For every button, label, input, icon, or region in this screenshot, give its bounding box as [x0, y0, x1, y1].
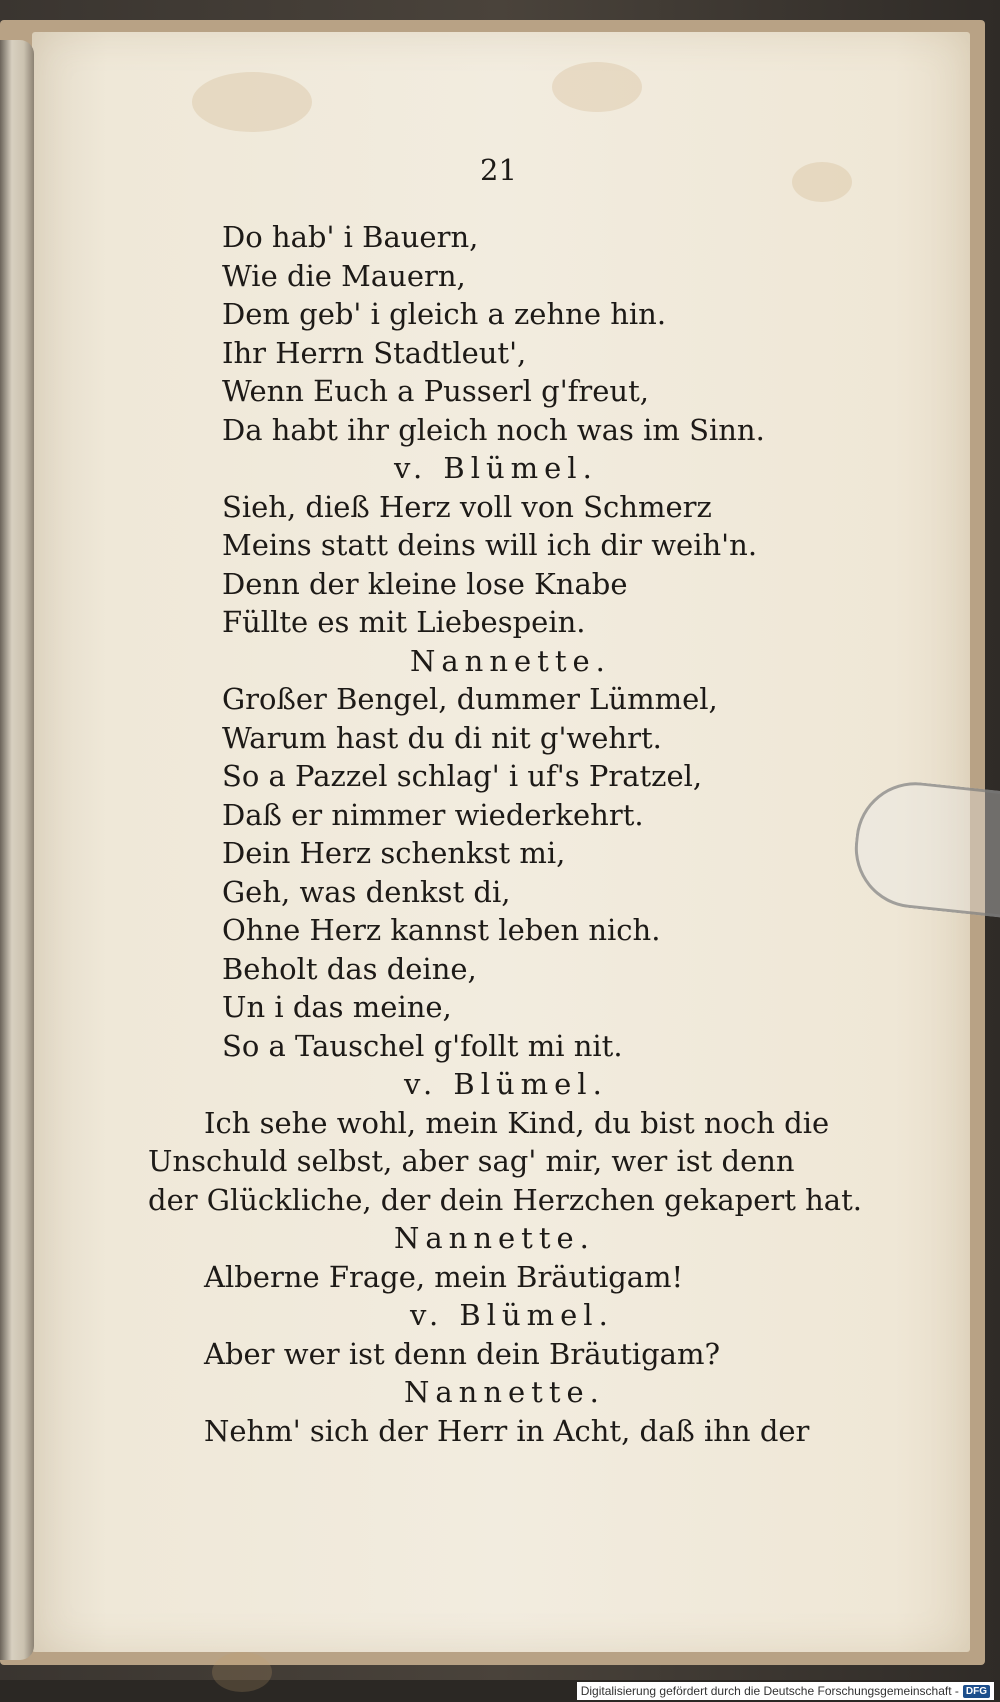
verse-line: Dein Herz schenkst mi, — [222, 836, 566, 870]
verse-line: Füllte es mit Liebespein. — [222, 605, 586, 639]
paper-stain — [192, 72, 312, 132]
speaker-name: Nannette. — [404, 1375, 605, 1409]
prose-line: Unschuld selbst, aber sag' mir, wer ist denn — [148, 1144, 795, 1178]
dfg-logo: DFG — [963, 1685, 990, 1698]
page-text — [148, 150, 908, 1450]
speaker-name: v. Blümel. — [404, 1067, 608, 1101]
paper-stain — [212, 1652, 272, 1692]
verse-line: So a Tauschel g'follt mi nit. — [222, 1028, 623, 1063]
verse-line: Un i das meine, — [222, 990, 452, 1024]
verse-line: Dem geb' i gleich a zehne hin. — [222, 297, 667, 331]
verse-line: Sieh, dieß Herz voll von Schmerz — [222, 489, 712, 524]
digitization-credit — [577, 1682, 994, 1700]
speaker-name: v. Blümel. — [410, 1298, 614, 1332]
verse-line: Wie die Mauern, — [222, 258, 466, 293]
speaker-name: v. Blümel. — [394, 451, 598, 485]
verse-line: Da habt ihr gleich noch was im Sinn. — [222, 412, 765, 447]
paper-stain — [552, 62, 642, 112]
prose-line: Nehm' sich der Herr in Acht, daß ihn der — [204, 1413, 810, 1448]
prose-line: Aber wer ist denn dein Bräutigam? — [204, 1336, 721, 1371]
verse-line: Do hab' i Bauern, — [222, 220, 479, 254]
prose-line: Ich sehe wohl, mein Kind, du bist noch die — [204, 1105, 830, 1140]
prose-line: der Glückliche, der dein Herzchen gekapert hat. — [148, 1182, 862, 1217]
verse-line: Beholt das deine, — [222, 951, 477, 986]
verse-line: Denn der kleine lose Knabe — [222, 566, 628, 601]
page-number: 21 — [480, 153, 517, 187]
verse-line: Meins statt deins will ich dir weih'n. — [222, 528, 758, 562]
credit-text: Digitalisierung gefördert durch die Deutsche Forschungsgemeinschaft - — [580, 1684, 959, 1698]
verse-line: Wenn Euch a Pusserl g'freut, — [222, 374, 649, 408]
verse-line: Geh, was denkst di, — [222, 874, 511, 909]
prose-line: Alberne Frage, mein Bräutigam! — [204, 1259, 684, 1294]
speaker-name: Nannette. — [410, 643, 611, 678]
verse-line: Großer Bengel, dummer Lümmel, — [222, 682, 718, 716]
verse-line: Ihr Herrn Stadtleut', — [222, 335, 527, 370]
verse-line: Ohne Herz kannst leben nich. — [222, 913, 661, 947]
verse-line: Daß er nimmer wiederkehrt. — [222, 797, 644, 832]
verse-line: Warum hast du di nit g'wehrt. — [222, 720, 662, 755]
book-spine — [0, 40, 34, 1660]
speaker-name: Nannette. — [394, 1221, 595, 1255]
verse-line: So a Pazzel schlag' i uf's Pratzel, — [222, 759, 703, 793]
